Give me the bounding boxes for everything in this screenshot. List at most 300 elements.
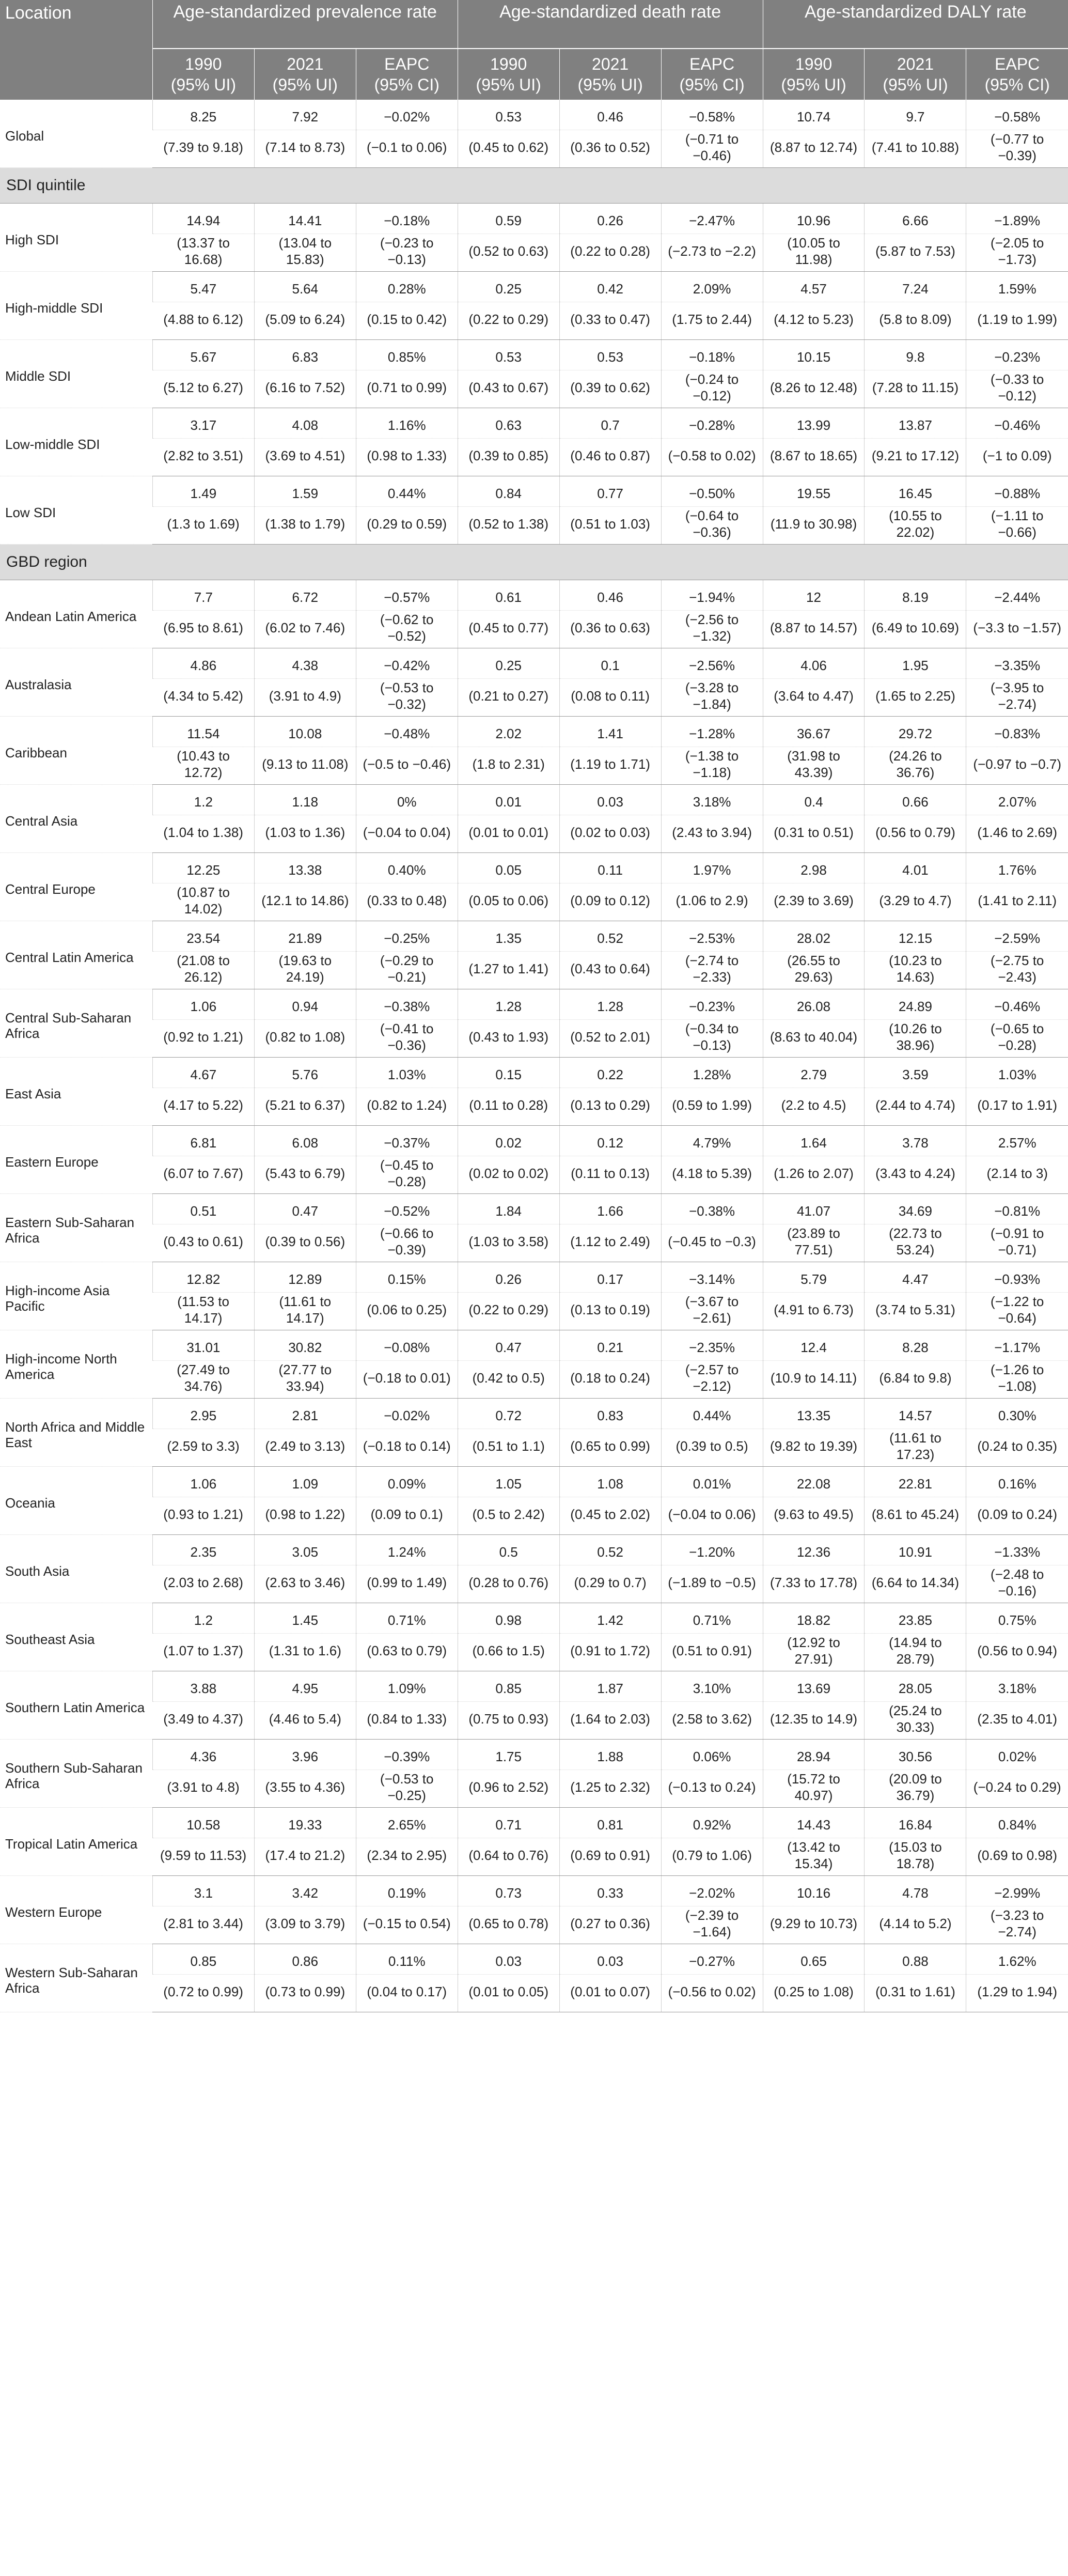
estimate-cell: 9.7 — [865, 100, 966, 130]
estimate-cell: −2.59% — [966, 921, 1068, 952]
interval-cell: (−1 to 0.09) — [966, 439, 1068, 476]
interval-cell: (0.36 to 0.63) — [559, 611, 661, 648]
estimate-cell: 29.72 — [865, 717, 966, 747]
table-row-interval — [0, 679, 1068, 717]
interval-cell: (7.28 to 11.15) — [865, 370, 966, 408]
table-body — [0, 100, 1068, 2012]
interval-cell: (0.01 to 0.07) — [559, 1975, 661, 2012]
estimate-cell: −0.93% — [966, 1262, 1068, 1293]
interval-cell: (0.75 to 0.93) — [458, 1702, 559, 1740]
interval-cell: (24.26 to 36.76) — [865, 747, 966, 785]
interval-cell: (−1.11 to −0.66) — [966, 507, 1068, 545]
interval-cell: (0.22 to 0.28) — [559, 234, 661, 272]
column-subheader — [458, 49, 559, 100]
estimate-cell: 0.53 — [458, 100, 559, 130]
location-name: Middle SDI — [0, 340, 152, 408]
section-title: SDI quintile — [0, 168, 1068, 204]
interval-cell: (8.67 to 18.65) — [763, 439, 865, 476]
estimate-cell: 16.45 — [865, 476, 966, 507]
interval-cell: (6.49 to 10.69) — [865, 611, 966, 648]
interval-cell: (0.45 to 0.62) — [458, 130, 559, 168]
interval-cell: (10.05 to 11.98) — [763, 234, 865, 272]
table-row — [0, 1399, 1068, 1429]
location-name: Southern Latin America — [0, 1671, 152, 1740]
group-header-death: Age-standardized death rate — [458, 0, 763, 49]
interval-cell: (4.18 to 5.39) — [661, 1156, 763, 1194]
location-name: South Asia — [0, 1535, 152, 1603]
interval-cell: (1.12 to 2.49) — [559, 1224, 661, 1262]
interval-cell: (2.49 to 3.13) — [254, 1429, 356, 1467]
estimate-cell: −1.20% — [661, 1535, 763, 1565]
estimate-cell: −0.18% — [661, 340, 763, 370]
interval-cell: (27.49 to 34.76) — [152, 1361, 254, 1399]
estimate-cell: 0.26 — [458, 1262, 559, 1293]
interval-cell: (10.26 to 38.96) — [865, 1020, 966, 1058]
estimate-cell: 13.87 — [865, 408, 966, 439]
table-row-interval — [0, 1361, 1068, 1399]
estimate-cell: 14.43 — [763, 1808, 865, 1838]
interval-cell: (11.9 to 30.98) — [763, 507, 865, 545]
estimate-cell: 1.76% — [966, 853, 1068, 883]
location-name: Oceania — [0, 1467, 152, 1535]
interval-cell: (2.63 to 3.46) — [254, 1565, 356, 1603]
estimate-cell: 10.91 — [865, 1535, 966, 1565]
estimate-cell: 0.47 — [458, 1330, 559, 1361]
estimate-cell: 0.25 — [458, 648, 559, 679]
interval-cell: (0.51 to 0.91) — [661, 1634, 763, 1671]
estimate-cell: 0.01% — [661, 1467, 763, 1497]
interval-cell: (0.45 to 0.77) — [458, 611, 559, 648]
estimate-cell: 14.94 — [152, 204, 254, 234]
interval-cell: (0.06 to 0.25) — [356, 1293, 458, 1330]
estimate-cell: 2.57% — [966, 1126, 1068, 1156]
interval-cell: (1.29 to 1.94) — [966, 1975, 1068, 2012]
interval-cell: (0.29 to 0.7) — [559, 1565, 661, 1603]
estimate-cell: 0.66 — [865, 785, 966, 815]
interval-cell: (−1.89 to −0.5) — [661, 1565, 763, 1603]
estimate-cell: 3.17 — [152, 408, 254, 439]
table-row-interval — [0, 1088, 1068, 1126]
column-subheader — [152, 49, 254, 100]
subheader-year: 1990 — [795, 55, 833, 73]
table-row-interval — [0, 1906, 1068, 1944]
interval-cell: (21.08 to 26.12) — [152, 952, 254, 989]
interval-cell: (0.69 to 0.98) — [966, 1838, 1068, 1876]
subheader-interval: (95% UI) — [577, 75, 643, 94]
interval-cell: (3.91 to 4.8) — [152, 1770, 254, 1808]
interval-cell: (3.91 to 4.9) — [254, 679, 356, 717]
estimate-cell: 1.09% — [356, 1671, 458, 1702]
estimate-cell: 0.5 — [458, 1535, 559, 1565]
estimate-cell: 1.28 — [559, 989, 661, 1020]
estimate-cell: 8.19 — [865, 580, 966, 611]
estimate-cell: 11.54 — [152, 717, 254, 747]
interval-cell: (6.16 to 7.52) — [254, 370, 356, 408]
table-row — [0, 1058, 1068, 1088]
table-row-interval — [0, 302, 1068, 340]
interval-cell: (−0.5 to −0.46) — [356, 747, 458, 785]
location-name: Tropical Latin America — [0, 1808, 152, 1876]
estimate-cell: 4.78 — [865, 1876, 966, 1906]
interval-cell: (9.59 to 11.53) — [152, 1838, 254, 1876]
subheader-interval: (95% UI) — [883, 75, 948, 94]
estimate-cell: 0.46 — [559, 580, 661, 611]
estimate-cell: −2.56% — [661, 648, 763, 679]
interval-cell: (0.52 to 2.01) — [559, 1020, 661, 1058]
location-name: Western Europe — [0, 1876, 152, 1944]
subheader-year: EAPC — [995, 55, 1040, 73]
subheader-year: EAPC — [384, 55, 430, 73]
interval-cell: (5.09 to 6.24) — [254, 302, 356, 340]
estimate-cell: 5.79 — [763, 1262, 865, 1293]
estimate-cell: 0.85 — [152, 1944, 254, 1975]
estimate-cell: 0.11% — [356, 1944, 458, 1975]
interval-cell: (−0.91 to −0.71) — [966, 1224, 1068, 1262]
estimate-cell: 24.89 — [865, 989, 966, 1020]
interval-cell: (2.82 to 3.51) — [152, 439, 254, 476]
interval-cell: (−0.24 to −0.12) — [661, 370, 763, 408]
table-row-interval — [0, 747, 1068, 785]
estimate-cell: 7.24 — [865, 272, 966, 302]
estimate-cell: 0.59 — [458, 204, 559, 234]
estimate-cell: 7.7 — [152, 580, 254, 611]
interval-cell: (−0.66 to −0.39) — [356, 1224, 458, 1262]
estimate-cell: −0.83% — [966, 717, 1068, 747]
interval-cell: (4.91 to 6.73) — [763, 1293, 865, 1330]
interval-cell: (0.46 to 0.87) — [559, 439, 661, 476]
table-row-interval — [0, 1156, 1068, 1194]
interval-cell: (3.64 to 4.47) — [763, 679, 865, 717]
interval-cell: (−0.71 to −0.46) — [661, 130, 763, 168]
estimate-cell: 0.22 — [559, 1058, 661, 1088]
interval-cell: (1.04 to 1.38) — [152, 815, 254, 853]
interval-cell: (1.38 to 1.79) — [254, 507, 356, 545]
column-subheader — [356, 49, 458, 100]
estimate-cell: 0.17 — [559, 1262, 661, 1293]
interval-cell: (−2.05 to −1.73) — [966, 234, 1068, 272]
interval-cell: (1.03 to 3.58) — [458, 1224, 559, 1262]
estimate-cell: 0.26 — [559, 204, 661, 234]
estimate-cell: 4.36 — [152, 1740, 254, 1770]
estimate-cell: 10.16 — [763, 1876, 865, 1906]
interval-cell: (−3.3 to −1.57) — [966, 611, 1068, 648]
estimate-cell: 3.42 — [254, 1876, 356, 1906]
estimate-cell: 3.18% — [966, 1671, 1068, 1702]
location-header: Location — [0, 0, 152, 49]
interval-cell: (2.34 to 2.95) — [356, 1838, 458, 1876]
estimate-cell: 22.81 — [865, 1467, 966, 1497]
interval-cell: (−0.23 to −0.13) — [356, 234, 458, 272]
estimate-cell: 30.82 — [254, 1330, 356, 1361]
estimate-cell: 16.84 — [865, 1808, 966, 1838]
estimate-cell: 0.52 — [559, 1535, 661, 1565]
estimate-cell: −0.02% — [356, 100, 458, 130]
location-name: Eastern Europe — [0, 1126, 152, 1194]
interval-cell: (12.1 to 14.86) — [254, 883, 356, 921]
interval-cell: (0.36 to 0.52) — [559, 130, 661, 168]
estimate-cell: −2.99% — [966, 1876, 1068, 1906]
estimate-cell: −2.02% — [661, 1876, 763, 1906]
interval-cell: (0.39 to 0.56) — [254, 1224, 356, 1262]
table-row-interval — [0, 130, 1068, 168]
estimate-cell: 6.81 — [152, 1126, 254, 1156]
subheader-interval: (95% UI) — [476, 75, 541, 94]
estimate-cell: 0.53 — [559, 340, 661, 370]
estimate-cell: −1.33% — [966, 1535, 1068, 1565]
estimate-cell: −2.44% — [966, 580, 1068, 611]
interval-cell: (5.21 to 6.37) — [254, 1088, 356, 1126]
interval-cell: (1.19 to 1.99) — [966, 302, 1068, 340]
estimate-cell: 0.63 — [458, 408, 559, 439]
interval-cell: (9.13 to 11.08) — [254, 747, 356, 785]
estimate-cell: 0.84% — [966, 1808, 1068, 1838]
interval-cell: (0.09 to 0.1) — [356, 1497, 458, 1535]
estimate-cell: 4.86 — [152, 648, 254, 679]
estimate-cell: 0.16% — [966, 1467, 1068, 1497]
table-row — [0, 1535, 1068, 1565]
estimate-cell: 1.84 — [458, 1194, 559, 1224]
interval-cell: (−1.38 to −1.18) — [661, 747, 763, 785]
estimate-cell: 0.46 — [559, 100, 661, 130]
table-row-interval — [0, 1497, 1068, 1535]
interval-cell: (3.74 to 5.31) — [865, 1293, 966, 1330]
interval-cell: (0.02 to 0.02) — [458, 1156, 559, 1194]
estimate-cell: 0.03 — [559, 785, 661, 815]
estimate-cell: 3.18% — [661, 785, 763, 815]
estimate-cell: 1.28% — [661, 1058, 763, 1088]
estimate-cell: 1.87 — [559, 1671, 661, 1702]
estimate-cell: 12.89 — [254, 1262, 356, 1293]
interval-cell: (2.14 to 3) — [966, 1156, 1068, 1194]
interval-cell: (0.45 to 2.02) — [559, 1497, 661, 1535]
interval-cell: (5.43 to 6.79) — [254, 1156, 356, 1194]
interval-cell: (0.09 to 0.24) — [966, 1497, 1068, 1535]
interval-cell: (8.61 to 45.24) — [865, 1497, 966, 1535]
interval-cell: (0.39 to 0.5) — [661, 1429, 763, 1467]
estimate-cell: −0.52% — [356, 1194, 458, 1224]
estimate-cell: 26.08 — [763, 989, 865, 1020]
table-row — [0, 476, 1068, 507]
location-name: High-income North America — [0, 1330, 152, 1399]
group-header-prevalence: Age-standardized prevalence rate — [152, 0, 458, 49]
estimate-cell: 31.01 — [152, 1330, 254, 1361]
estimate-cell: 0.1 — [559, 648, 661, 679]
interval-cell: (0.5 to 2.42) — [458, 1497, 559, 1535]
interval-cell: (2.2 to 4.5) — [763, 1088, 865, 1126]
interval-cell: (2.81 to 3.44) — [152, 1906, 254, 1944]
estimate-cell: 1.03% — [356, 1058, 458, 1088]
table-row-interval — [0, 1224, 1068, 1262]
table-row — [0, 989, 1068, 1020]
estimate-cell: 0.81 — [559, 1808, 661, 1838]
interval-cell: (−0.29 to −0.21) — [356, 952, 458, 989]
interval-cell: (0.31 to 0.51) — [763, 815, 865, 853]
interval-cell: (0.39 to 0.62) — [559, 370, 661, 408]
interval-cell: (6.95 to 8.61) — [152, 611, 254, 648]
interval-cell: (7.41 to 10.88) — [865, 130, 966, 168]
location-name: Caribbean — [0, 717, 152, 785]
estimate-cell: 9.8 — [865, 340, 966, 370]
estimate-cell: −0.46% — [966, 989, 1068, 1020]
estimate-cell: 0.44% — [661, 1399, 763, 1429]
estimate-cell: 22.08 — [763, 1467, 865, 1497]
interval-cell: (0.56 to 0.94) — [966, 1634, 1068, 1671]
interval-cell: (13.37 to 16.68) — [152, 234, 254, 272]
interval-cell: (0.51 to 1.03) — [559, 507, 661, 545]
estimate-cell: 0.94 — [254, 989, 356, 1020]
table-row-interval — [0, 439, 1068, 476]
estimate-cell: 1.49 — [152, 476, 254, 507]
interval-cell: (31.98 to 43.39) — [763, 747, 865, 785]
estimate-cell: 1.59% — [966, 272, 1068, 302]
subheader-interval: (95% UI) — [272, 75, 338, 94]
interval-cell: (9.63 to 49.5) — [763, 1497, 865, 1535]
interval-cell: (−0.62 to −0.52) — [356, 611, 458, 648]
interval-cell: (9.82 to 19.39) — [763, 1429, 865, 1467]
interval-cell: (0.22 to 0.29) — [458, 1293, 559, 1330]
estimate-cell: 0.71% — [356, 1603, 458, 1634]
estimate-cell: 0.98 — [458, 1603, 559, 1634]
estimate-cell: 34.69 — [865, 1194, 966, 1224]
table-row-interval — [0, 1838, 1068, 1876]
interval-cell: (0.84 to 1.33) — [356, 1702, 458, 1740]
interval-cell: (0.51 to 1.1) — [458, 1429, 559, 1467]
estimate-cell: 2.81 — [254, 1399, 356, 1429]
interval-cell: (−0.04 to 0.04) — [356, 815, 458, 853]
table-row — [0, 100, 1068, 130]
estimate-cell: −0.38% — [356, 989, 458, 1020]
interval-cell: (0.73 to 0.99) — [254, 1975, 356, 2012]
interval-cell: (4.46 to 5.4) — [254, 1702, 356, 1740]
interval-cell: (0.71 to 0.99) — [356, 370, 458, 408]
location-header-blank — [0, 49, 152, 100]
location-name: Australasia — [0, 648, 152, 717]
interval-cell: (1.8 to 2.31) — [458, 747, 559, 785]
estimate-cell: 0.61 — [458, 580, 559, 611]
interval-cell: (0.13 to 0.29) — [559, 1088, 661, 1126]
interval-cell: (1.3 to 1.69) — [152, 507, 254, 545]
table-row — [0, 1603, 1068, 1634]
table-row-interval — [0, 1293, 1068, 1330]
interval-cell: (0.43 to 0.67) — [458, 370, 559, 408]
estimate-cell: 1.62% — [966, 1944, 1068, 1975]
estimate-cell: 1.03% — [966, 1058, 1068, 1088]
interval-cell: (11.61 to 17.23) — [865, 1429, 966, 1467]
interval-cell: (0.72 to 0.99) — [152, 1975, 254, 2012]
estimate-cell: −0.27% — [661, 1944, 763, 1975]
interval-cell: (20.09 to 36.79) — [865, 1770, 966, 1808]
column-subheader — [661, 49, 763, 100]
estimate-cell: 12.82 — [152, 1262, 254, 1293]
estimate-cell: 4.01 — [865, 853, 966, 883]
estimate-cell: −0.25% — [356, 921, 458, 952]
estimate-cell: −0.28% — [661, 408, 763, 439]
interval-cell: (0.29 to 0.59) — [356, 507, 458, 545]
estimate-cell: −0.81% — [966, 1194, 1068, 1224]
interval-cell: (0.96 to 2.52) — [458, 1770, 559, 1808]
estimate-cell: 12.4 — [763, 1330, 865, 1361]
interval-cell: (8.87 to 12.74) — [763, 130, 865, 168]
interval-cell: (9.21 to 17.12) — [865, 439, 966, 476]
location-name: Western Sub-Saharan Africa — [0, 1944, 152, 2012]
estimate-cell: −1.89% — [966, 204, 1068, 234]
estimate-cell: 28.02 — [763, 921, 865, 952]
interval-cell: (3.29 to 4.7) — [865, 883, 966, 921]
location-name: Central Europe — [0, 853, 152, 921]
interval-cell: (7.33 to 17.78) — [763, 1565, 865, 1603]
estimate-cell: 2.07% — [966, 785, 1068, 815]
estimate-cell: 0.71% — [661, 1603, 763, 1634]
location-name: Andean Latin America — [0, 580, 152, 648]
estimate-cell: 1.35 — [458, 921, 559, 952]
location-name: High-income Asia Pacific — [0, 1262, 152, 1330]
group-header-daly: Age-standardized DALY rate — [763, 0, 1068, 49]
interval-cell: (−0.77 to −0.39) — [966, 130, 1068, 168]
estimate-cell: 1.24% — [356, 1535, 458, 1565]
estimate-cell: 0.19% — [356, 1876, 458, 1906]
estimate-cell: 8.28 — [865, 1330, 966, 1361]
estimate-cell: 0.53 — [458, 340, 559, 370]
estimate-cell: 0.06% — [661, 1740, 763, 1770]
table-row-interval — [0, 883, 1068, 921]
interval-cell: (0.69 to 0.91) — [559, 1838, 661, 1876]
table-row-interval — [0, 1702, 1068, 1740]
interval-cell: (0.42 to 0.5) — [458, 1361, 559, 1399]
estimate-cell: 14.57 — [865, 1399, 966, 1429]
interval-cell: (5.87 to 7.53) — [865, 234, 966, 272]
interval-cell: (−0.13 to 0.24) — [661, 1770, 763, 1808]
estimate-cell: 0.28% — [356, 272, 458, 302]
interval-cell: (−0.15 to 0.54) — [356, 1906, 458, 1944]
estimate-cell: 14.41 — [254, 204, 356, 234]
estimate-cell: 10.08 — [254, 717, 356, 747]
estimate-cell: 4.47 — [865, 1262, 966, 1293]
table-row — [0, 272, 1068, 302]
estimate-cell: 21.89 — [254, 921, 356, 952]
estimate-cell: 0.03 — [559, 1944, 661, 1975]
interval-cell: (3.09 to 3.79) — [254, 1906, 356, 1944]
location-name: Southeast Asia — [0, 1603, 152, 1671]
estimate-cell: 10.74 — [763, 100, 865, 130]
table-row — [0, 1808, 1068, 1838]
estimate-cell: −0.23% — [966, 340, 1068, 370]
estimate-cell: 0.86 — [254, 1944, 356, 1975]
interval-cell: (1.46 to 2.69) — [966, 815, 1068, 853]
estimate-cell: 0.15% — [356, 1262, 458, 1293]
table-row — [0, 1671, 1068, 1702]
estimate-cell: 23.85 — [865, 1603, 966, 1634]
interval-cell: (−0.33 to −0.12) — [966, 370, 1068, 408]
subheader-year: 1990 — [185, 55, 222, 73]
interval-cell: (−0.45 to −0.3) — [661, 1224, 763, 1262]
interval-cell: (−2.56 to −1.32) — [661, 611, 763, 648]
estimate-cell: 0.42 — [559, 272, 661, 302]
estimate-cell: −0.58% — [661, 100, 763, 130]
estimate-cell: 23.54 — [152, 921, 254, 952]
interval-cell: (7.14 to 8.73) — [254, 130, 356, 168]
interval-cell: (−2.74 to −2.33) — [661, 952, 763, 989]
subheader-interval: (95% CI) — [679, 75, 745, 94]
interval-cell: (−2.75 to −2.43) — [966, 952, 1068, 989]
table-row — [0, 1194, 1068, 1224]
estimate-cell: 0.01 — [458, 785, 559, 815]
interval-cell: (−0.56 to 0.02) — [661, 1975, 763, 2012]
interval-cell: (11.61 to 14.17) — [254, 1293, 356, 1330]
interval-cell: (0.08 to 0.11) — [559, 679, 661, 717]
interval-cell: (0.31 to 1.61) — [865, 1975, 966, 2012]
estimate-cell: 0.85 — [458, 1671, 559, 1702]
estimate-cell: 2.35 — [152, 1535, 254, 1565]
